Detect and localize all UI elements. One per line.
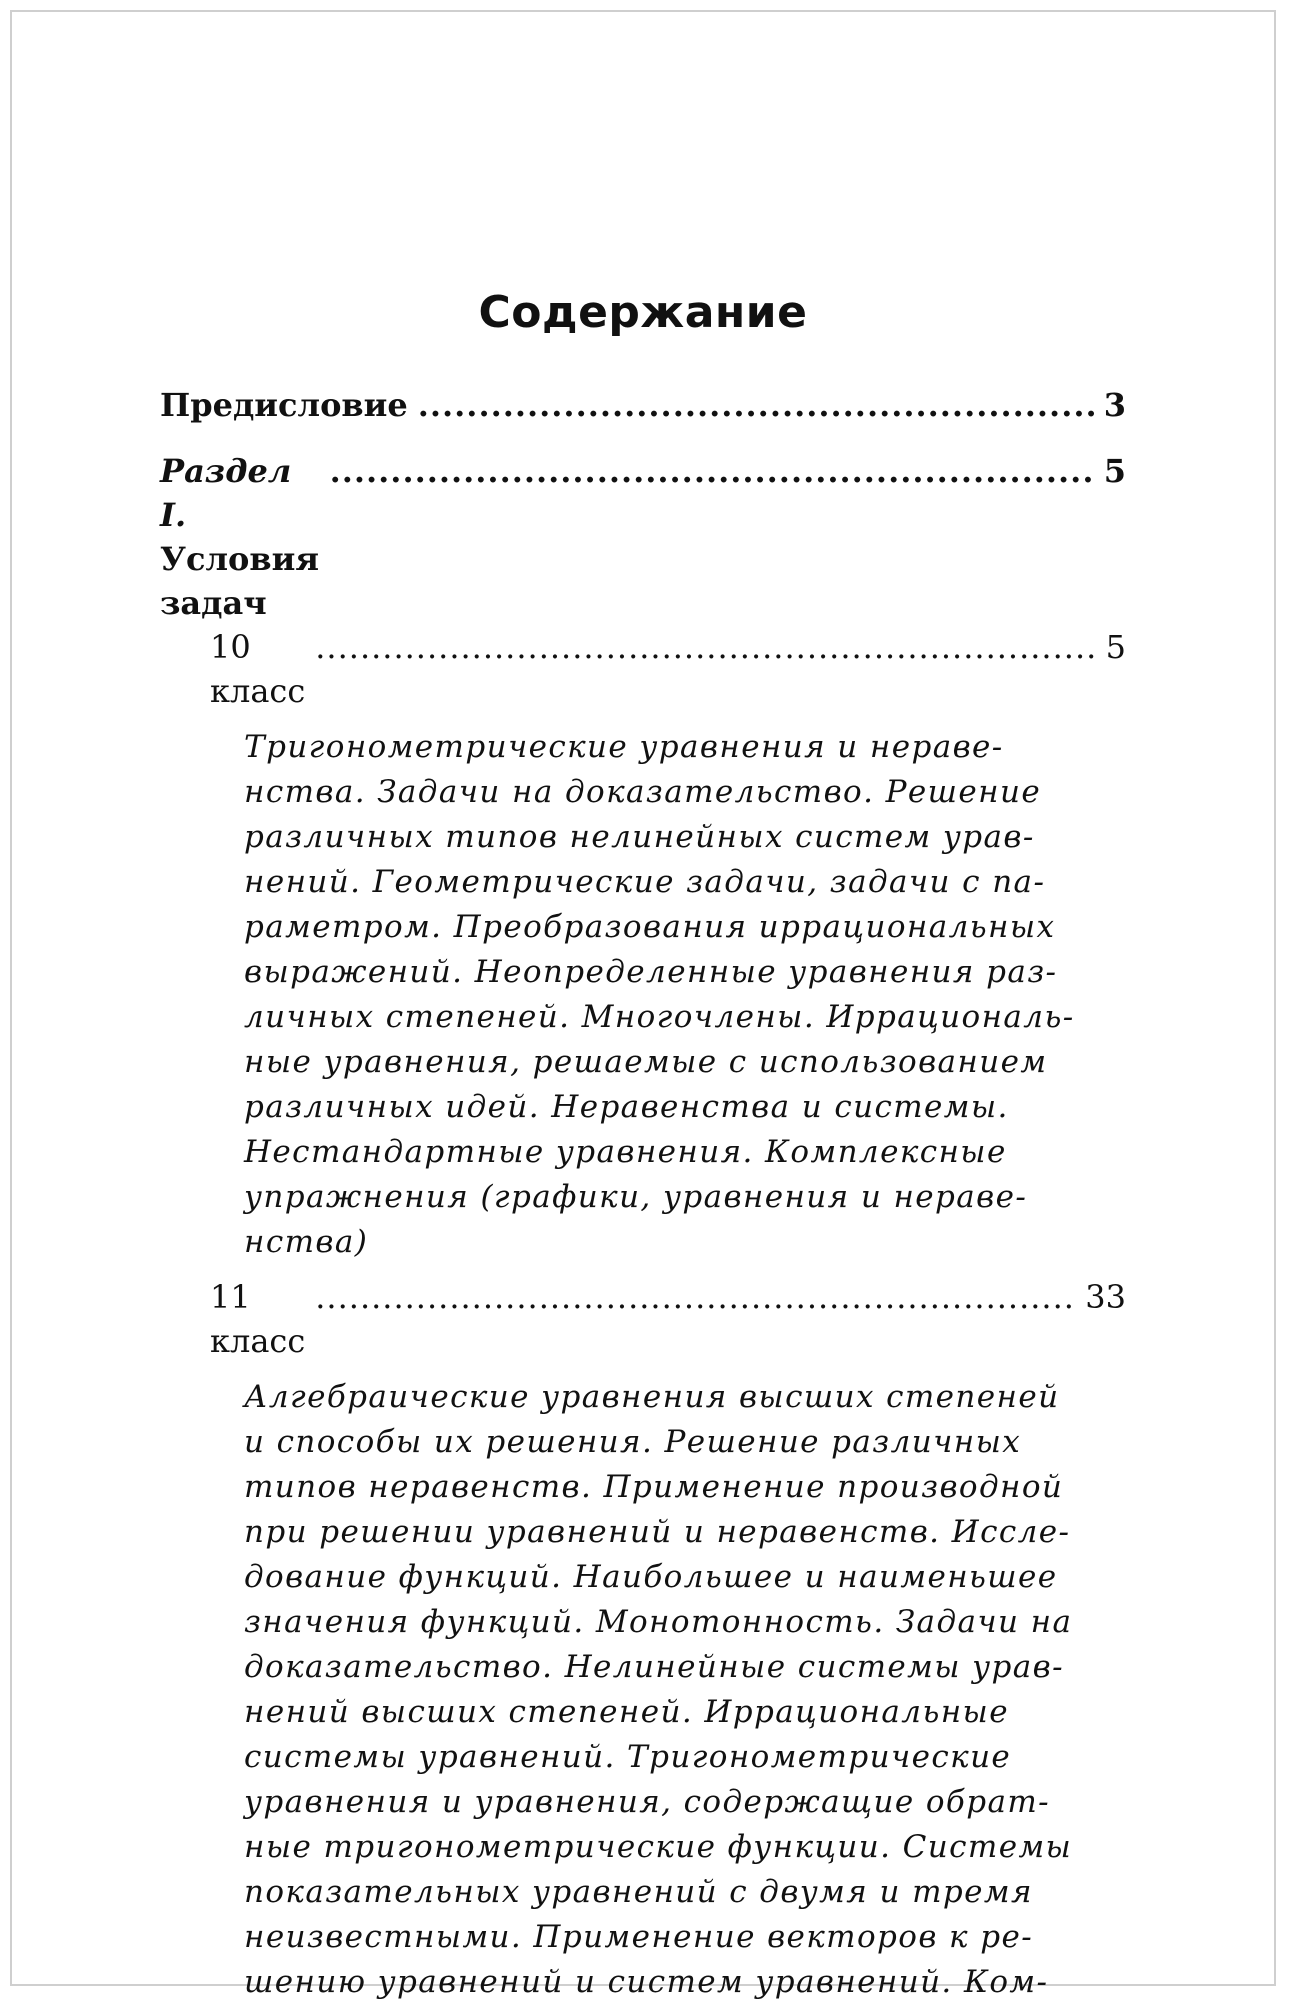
grade11-description xyxy=(244,1375,1073,2005)
description-line: и способы их решения. Решение различных xyxy=(244,1424,1022,1460)
description-line: ные тригонометрические функции. Системы xyxy=(244,1829,1073,1865)
description-line: шению уравнений и систем уравнений. Ком- xyxy=(244,1964,1049,2000)
toc-page-number: 33 xyxy=(1085,1278,1126,1316)
description-line: различных идей. Неравенства и системы. xyxy=(244,1089,1009,1125)
description-line: различных типов нелинейных систем урав- xyxy=(244,819,1035,855)
toc-entry-part1[interactable] xyxy=(160,449,1126,625)
description-line: выражений. Неопределенные уравнения раз- xyxy=(244,954,1058,990)
description-line: ные уравнения, решаемые с использованием xyxy=(244,1044,1048,1080)
description-line: неизвестными. Применение векторов к ре- xyxy=(244,1919,1034,1955)
toc-entry-label: Предисловие xyxy=(160,386,408,424)
description-line: Тригонометрические уравнения и нераве- xyxy=(244,729,1004,765)
description-line: доказательство. Нелинейные системы урав- xyxy=(244,1649,1064,1685)
description-line: упражнения (графики, уравнения и нераве- xyxy=(244,1179,1028,1215)
toc-page-number: 5 xyxy=(1103,452,1126,490)
toc-entry-label xyxy=(160,449,320,625)
description-line: Нестандартные уравнения. Комплексные xyxy=(244,1134,1007,1170)
description-line: типов неравенств. Применение производной xyxy=(244,1469,1064,1505)
dot-leader xyxy=(315,1275,1075,1319)
description-line: Алгебраические уравнения высших степеней xyxy=(244,1379,1060,1415)
dot-leader xyxy=(418,383,1094,427)
description-line: уравнения и уравнения, содержащие обрат- xyxy=(244,1784,1050,1820)
description-line: нства) xyxy=(244,1224,369,1260)
table-of-contents xyxy=(160,285,1126,2015)
description-line: дование функций. Наибольшее и наименьшее xyxy=(244,1559,1058,1595)
description-line: нений. Геометрические задачи, задачи с па- xyxy=(244,864,1046,900)
description-line: при решении уравнений и неравенств. Иссле- xyxy=(244,1514,1071,1550)
part-prefix: Раздел I. xyxy=(160,452,292,534)
toc-entry-label: 11 класс xyxy=(210,1278,306,1360)
toc-title: Содержание xyxy=(478,287,808,338)
description-line: значения функций. Монотонность. Задачи на xyxy=(244,1604,1073,1640)
part-title: Условия задач xyxy=(160,540,319,622)
description-line: системы уравнений. Тригонометрические xyxy=(244,1739,1012,1775)
toc-entry-label: 10 класс xyxy=(210,628,306,710)
description-line: показательных уравнений с двумя и тремя xyxy=(244,1874,1033,1910)
toc-entry-preface[interactable] xyxy=(160,383,1126,427)
description-line: раметром. Преобразования иррациональных xyxy=(244,909,1056,945)
dot-leader xyxy=(330,449,1094,493)
description-line: нений высших степеней. Иррациональные xyxy=(244,1694,1009,1730)
description-line: личных степеней. Многочлены. Иррациональ- xyxy=(244,999,1075,1035)
toc-page-number: 3 xyxy=(1103,386,1126,424)
toc-page-number: 5 xyxy=(1105,628,1126,666)
description-line: нства. Задачи на доказательство. Решение xyxy=(244,774,1042,810)
toc-entry-grade11[interactable] xyxy=(160,1275,1126,1363)
grade10-description xyxy=(244,725,1075,1265)
toc-entry-grade10[interactable] xyxy=(160,625,1126,713)
dot-leader xyxy=(315,625,1095,669)
